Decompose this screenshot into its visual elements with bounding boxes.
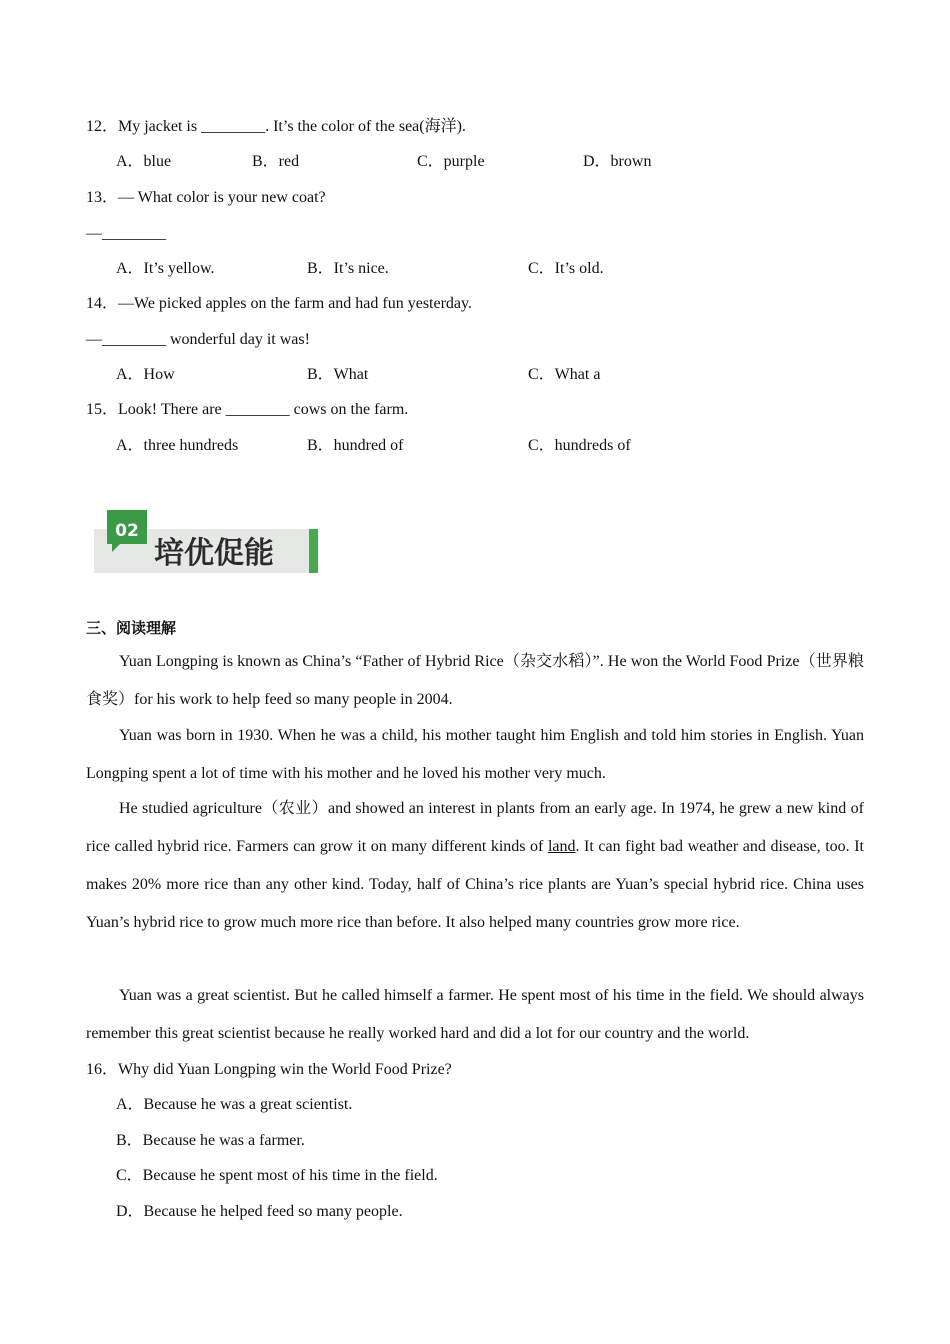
question-14-option-c[interactable]: C．What a [528,366,601,383]
question-14-option-b[interactable]: B．What [307,366,369,383]
section-banner-graphic [94,508,320,574]
question-12-option-a[interactable]: A．blue [116,153,172,170]
question-13-option-a[interactable]: A．It’s yellow. [116,260,215,277]
question-12-option-c[interactable]: C．purple [417,153,485,170]
banner-number: 02 [115,521,139,541]
question-15-option-c[interactable]: C．hundreds of [528,437,631,454]
question-15-option-a[interactable]: A．three hundreds [116,437,239,454]
section-banner [94,508,320,574]
question-14-option-a[interactable]: A．How [116,366,175,383]
question-16-option-a[interactable]: A．Because he was a great scientist. [116,1096,353,1113]
banner-bar [309,529,318,573]
question-16-option-b[interactable]: B．Because he was a farmer. [116,1132,305,1149]
question-14-stem: 14．—We picked apples on the farm and had fun yesterday. [86,295,472,312]
question-13-option-b[interactable]: B．It’s nice. [307,260,389,277]
question-12-option-b[interactable]: B．red [252,153,300,170]
question-12-option-d[interactable]: D．brown [583,153,652,170]
question-12-stem: 12．My jacket is ________. It’s the color of the sea(海洋). [86,118,466,135]
question-13-option-c[interactable]: C．It’s old. [528,260,604,277]
question-13-answer-line: —________ [86,225,166,242]
reading-paragraph-4: Yuan was a great scientist. But he called himself a farmer. He spent most of his time in the field. We should always remember this great scientist because he really worked hard and did a lot for our country and the world. [86,987,864,1042]
question-16-option-c[interactable]: C．Because he spent most of his time in the field. [116,1167,438,1184]
question-15-option-b[interactable]: B．hundred of [307,437,404,454]
question-13-stem: 13．— What color is your new coat? [86,189,326,206]
question-16-stem: 16．Why did Yuan Longping win the World Food Prize? [86,1061,452,1078]
question-15-stem: 15．Look! There are ________ cows on the farm. [86,401,409,418]
reading-paragraph-3: He studied agriculture（农业）and showed an interest in plants from an early age. In 1974, he grew a new kind of rice called hybrid rice. Farmers can grow it on many different kinds of land. It can fight bad weather and disease, too. It makes 20% more rice than any other kind. Today, half of China’s rice plants are Yuan’s special hybrid rice. China uses Yuan’s hybrid rice to grow much more rice than before. It also helped many countries grow more rice. [86,800,864,931]
reading-paragraph-2: Yuan was born in 1930. When he was a child, his mother taught him English and told him stories in English. Yuan Longping spent a lot of time with his mother and he loved his mother very much. [86,727,864,782]
reading-paragraph-1: Yuan Longping is known as China’s “Father of Hybrid Rice（杂交水稻）”. He won the World Food Prize（世界粮食奖）for his work to help feed so many people in 2004. [86,653,864,708]
question-16-option-d[interactable]: D．Because he helped feed so many people. [116,1203,403,1220]
banner-title: 培优促能 [154,536,274,571]
question-14-answer-line: —________ wonderful day it was! [86,331,310,348]
underlined-word: land [547,838,576,855]
section-title: 三、阅读理解 [86,619,177,637]
